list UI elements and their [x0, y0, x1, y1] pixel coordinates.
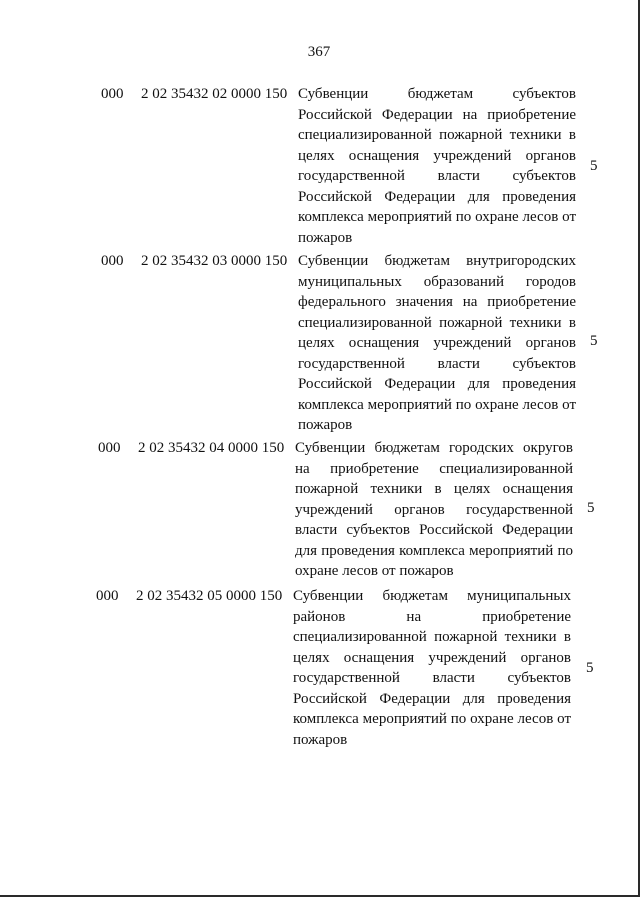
table-row	[0, 251, 640, 436]
row-value: 5	[590, 158, 598, 174]
table-row	[0, 438, 640, 578]
income-description: Субвенции бюджетам городских округов на приобретение специализированной пожарной техники в целях оснащения учреждений органов государственной власти субъектов Российской Федерации для проведения комплекса мероприятий по охране лесов от пожаров	[295, 440, 573, 579]
row-value: 5	[586, 660, 594, 676]
row-value: 5	[587, 500, 595, 516]
admin-code: 000	[98, 440, 121, 456]
income-description: Субвенции бюджетам муниципальных районов на приобретение специализированной пожарной техники в целях оснащения учреждений органов государственной власти субъектов Российской Федерации для проведения комплекса мероприятий по охране лесов от пожаров	[293, 588, 571, 748]
budget-classification-code: 2 02 35432 02 0000 150	[141, 86, 288, 102]
income-description: Субвенции бюджетам субъектов Российской Федерации на приобретение специализированной пожарной техники в целях оснащения учреждений органов государственной власти субъектов Российской Федерации для проведения комплекса мероприятий по охране лесов от пожаров	[298, 86, 576, 246]
income-description: Субвенции бюджетам внутригородских муниципальных образований городов федерального значения на приобретение специализированной пожарной техники в целях оснащения учреждений органов государственной власти субъектов Российской Федерации для проведения комплекса мероприятий по охране лесов от пожаров	[298, 253, 576, 433]
budget-classification-code: 2 02 35432 04 0000 150	[138, 440, 285, 456]
table-row	[0, 586, 640, 751]
admin-code: 000	[96, 588, 119, 604]
budget-classification-code: 2 02 35432 05 0000 150	[136, 588, 283, 604]
admin-code: 000	[101, 253, 124, 269]
row-value: 5	[590, 333, 598, 349]
table-row	[0, 84, 640, 244]
page-number: 367	[307, 44, 331, 60]
admin-code: 000	[101, 86, 124, 102]
budget-classification-code: 2 02 35432 03 0000 150	[141, 253, 288, 269]
